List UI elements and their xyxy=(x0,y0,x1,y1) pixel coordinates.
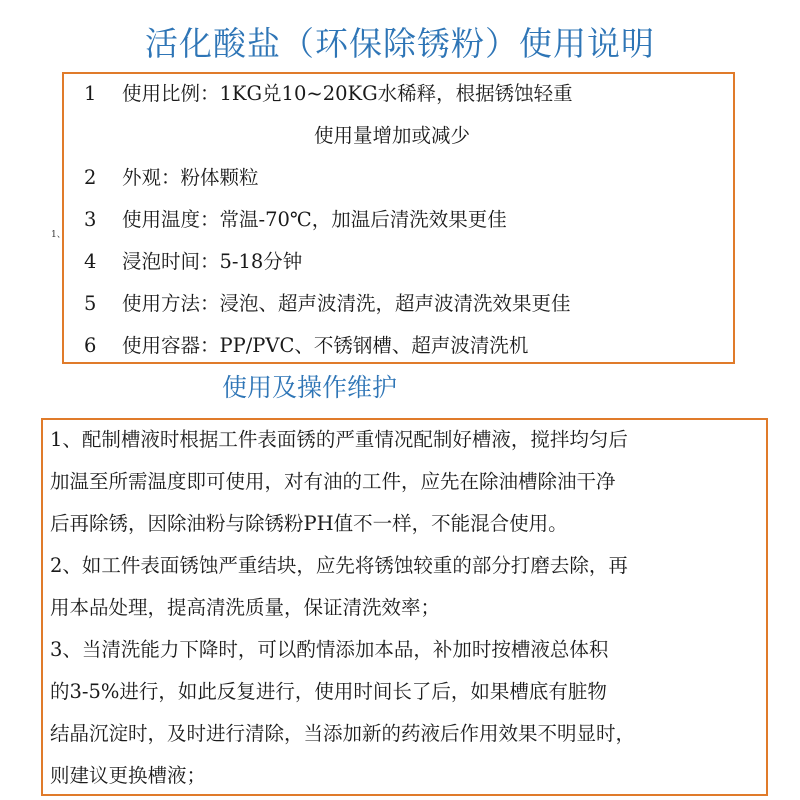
maintenance-line: 后再除锈，因除油粉与除锈粉PH值不一样，不能混合使用。 xyxy=(50,512,568,535)
usage-item-5 xyxy=(84,289,571,319)
usage-item-1-continuation xyxy=(314,121,470,151)
usage-item-number: 4 xyxy=(84,250,97,273)
usage-item-4 xyxy=(84,247,302,277)
maintenance-line: 2、如工件表面锈蚀严重结块，应先将锈蚀较重的部分打磨去除，再 xyxy=(50,554,628,577)
maintenance-line: 加温至所需温度即可使用，对有油的工件，应先在除油槽除油干净 xyxy=(50,470,616,493)
usage-item-text: 外观：粉体颗粒 xyxy=(122,166,259,189)
usage-item-2 xyxy=(84,163,259,193)
usage-item-text: 使用容器：PP/PVC、不锈钢槽、超声波清洗机 xyxy=(122,334,529,357)
usage-item-number: 3 xyxy=(84,208,97,231)
maintenance-line: 3、当清洗能力下降时，可以酌情添加本品，补加时按槽液总体积 xyxy=(50,638,609,661)
stray-list-marker: 1、 xyxy=(51,230,66,240)
usage-item-text: 使用比例：1KG兑10~20KG水稀释，根据锈蚀轻重 xyxy=(122,82,573,105)
usage-item-1 xyxy=(84,79,573,109)
usage-item-number: 1 xyxy=(84,82,97,105)
page-title: 活化酸盐（环保除锈粉）使用说明 xyxy=(145,24,655,63)
usage-item-number: 2 xyxy=(84,166,97,189)
maintenance-line: 1、配制槽液时根据工件表面锈的严重情况配制好槽液，搅拌均匀后 xyxy=(50,428,628,451)
maintenance-line: 则建议更换槽液； xyxy=(50,764,207,787)
usage-item-number: 5 xyxy=(84,292,97,315)
maintenance-line: 的3-5%进行，如此反复进行，使用时间长了后，如果槽底有脏物 xyxy=(50,680,607,703)
usage-item-6 xyxy=(84,331,528,361)
maintenance-line: 用本品处理，提高清洗质量，保证清洗效率； xyxy=(50,596,441,619)
usage-item-text: 使用量增加或减少 xyxy=(314,124,471,147)
maintenance-line: 结晶沉淀时，及时进行清除，当添加新的药液后作用效果不明显时， xyxy=(50,722,636,745)
usage-item-text: 浸泡时间：5-18分钟 xyxy=(122,250,303,273)
usage-item-text: 使用温度：常温-70℃，加温后清洗效果更佳 xyxy=(122,208,507,231)
usage-item-3 xyxy=(84,205,507,235)
section-subtitle: 使用及操作维护 xyxy=(222,373,398,402)
usage-item-text: 使用方法：浸泡、超声波清洗，超声波清洗效果更佳 xyxy=(122,292,571,315)
usage-item-number: 6 xyxy=(84,334,97,357)
